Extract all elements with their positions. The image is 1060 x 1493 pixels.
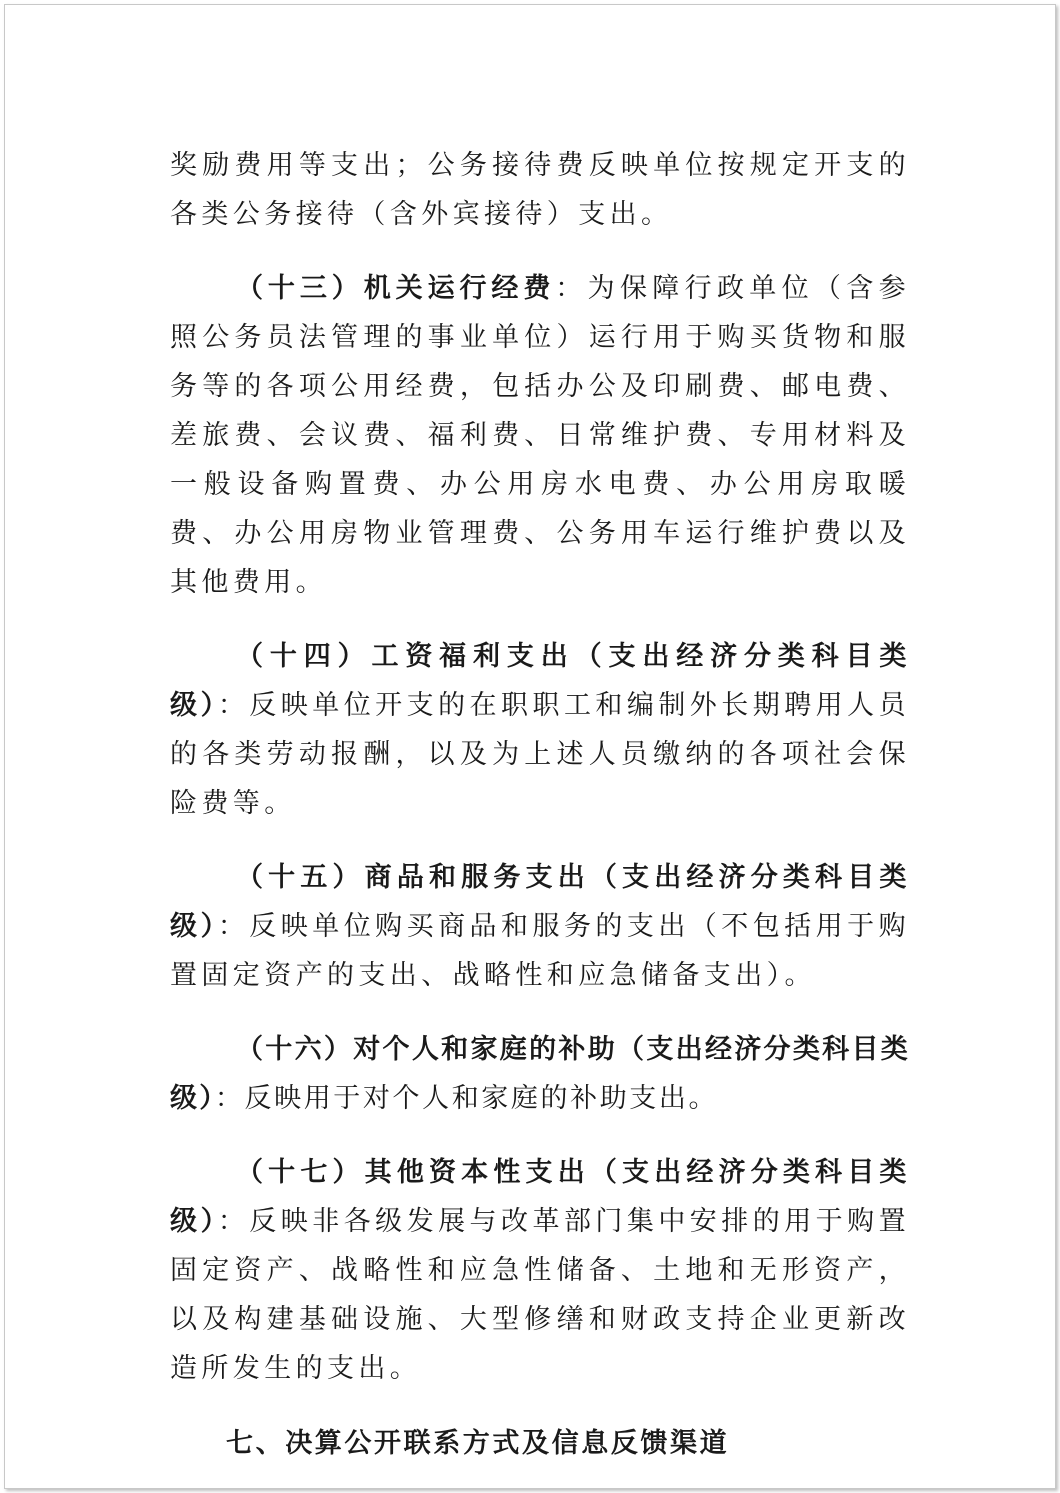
paragraph-17 [170,1148,910,1393]
paragraph-text: ：反映单位开支的在职职工和编制外长期聘用人员的各类劳动报酬，以及为上述人员缴纳的各项社会保险费等。 [170,690,910,819]
paragraph-15 [170,853,910,1000]
paragraph-heading: （十五）商品和服务支出（支出经济分类科目类级） [170,862,910,942]
paragraph-16 [170,1025,910,1123]
document-body [170,141,910,1468]
paragraph-heading: （十三）机关运行经费 [236,273,556,304]
paragraph-continuation [170,141,910,239]
section-title: 七、决算公开联系方式及信息反馈渠道 [226,1428,730,1459]
paragraph-text: ：反映非各级发展与改革部门集中安排的用于购置固定资产、战略性和应急性储备、土地和无形资产，以及构建基础设施、大型修缮和财政支持企业更新改造所发生的支出。 [170,1206,910,1384]
paragraph-heading: （十四）工资福利支出（支出经济分类科目类级） [170,641,910,721]
paragraph-14 [170,632,910,828]
paragraph-heading: （十七）其他资本性支出（支出经济分类科目类级） [170,1157,910,1237]
paragraph-13 [170,264,910,607]
paragraph-text: ：反映单位购买商品和服务的支出（不包括用于购置固定资产的支出、战略性和应急储备支出）。 [170,911,910,991]
document-page [4,4,1056,1489]
paragraph-heading: （十六）对个人和家庭的补助（支出经济分类科目类级） [170,1034,910,1114]
paragraph-text: ：为保障行政单位（含参照公务员法管理的事业单位）运行用于购买货物和服务等的各项公用经费，包括办公及印刷费、邮电费、差旅费、会议费、福利费、日常维护费、专用材料及一般设备购置费、办公用房水电费、办公用房取暖费、办公用房物业管理费、公务用车运行维护费以及其他费用。 [170,273,910,598]
paragraph-text: ：反映用于对个人和家庭的补助支出。 [214,1083,719,1114]
paragraph-text: 奖励费用等支出；公务接待费反映单位按规定开支的各类公务接待（含外宾接待）支出。 [170,150,910,230]
